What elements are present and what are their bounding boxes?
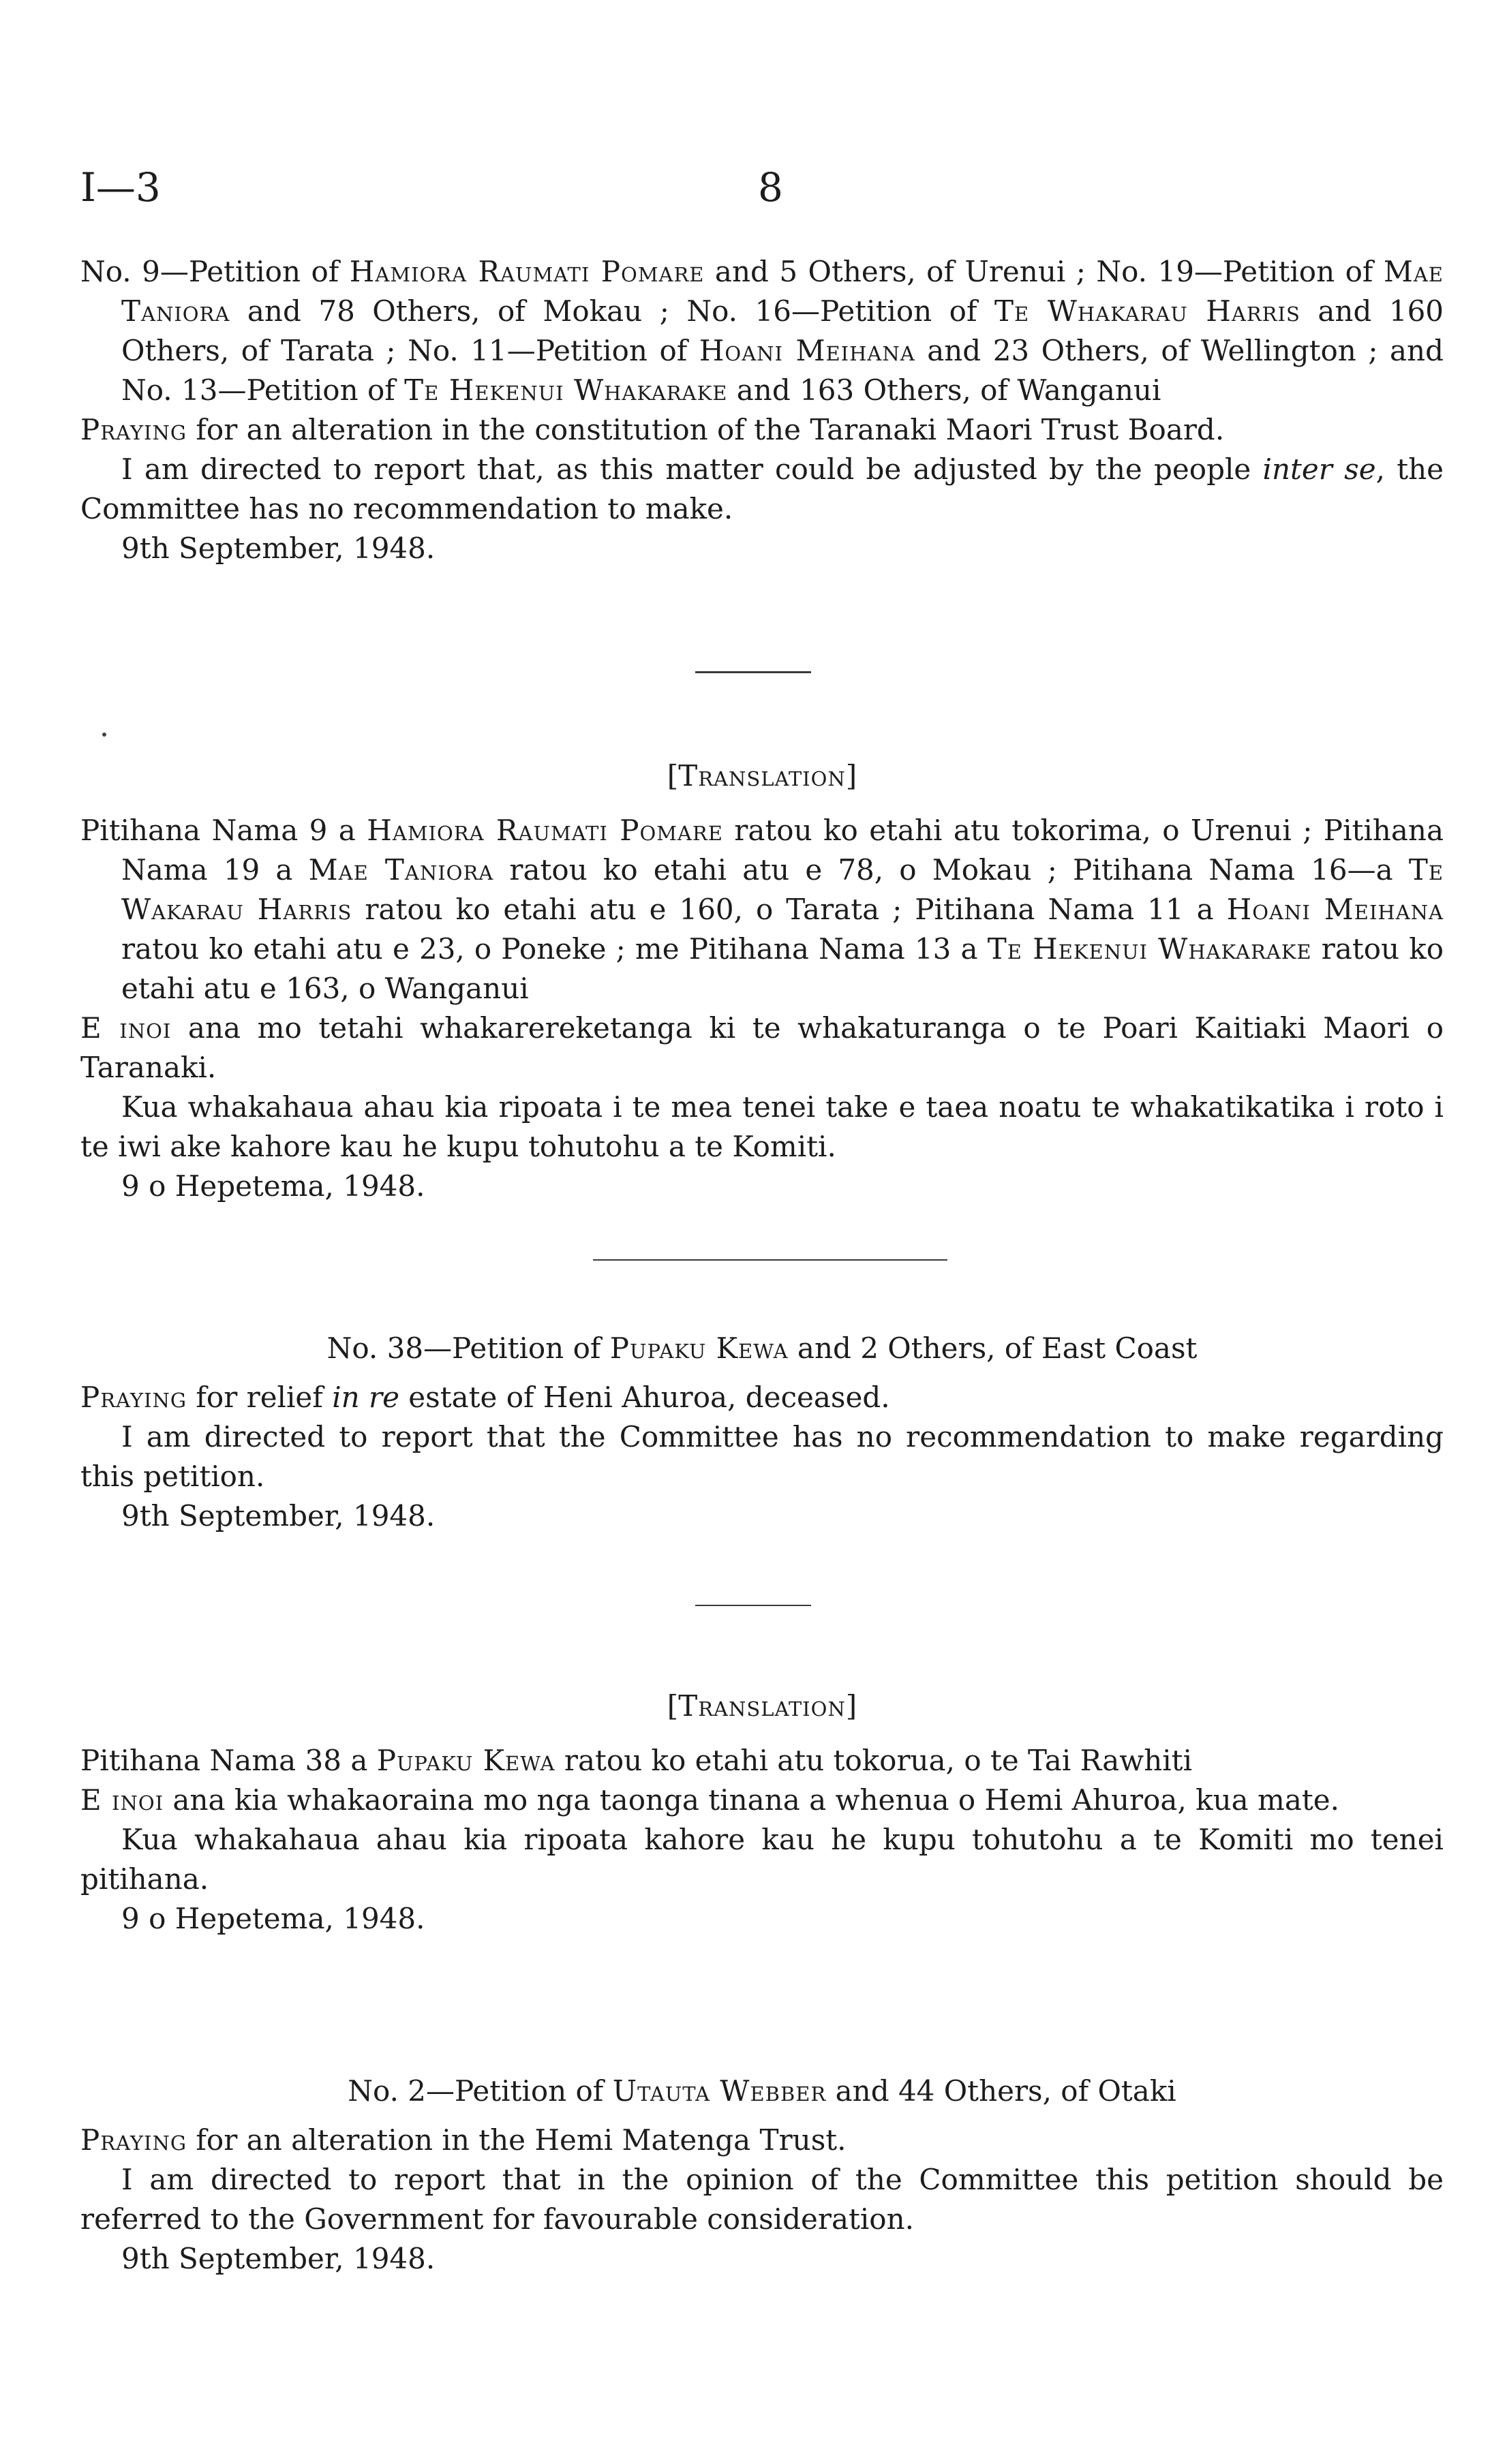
translation-date: 9 o Hepetema, 1948. [121,1169,425,1203]
praying-paragraph: Praying for relief in re estate of Heni Ahuroa, deceased. [80,1381,890,1414]
petition-section-1 [80,252,1444,568]
report-date: 9th September, 1948. [121,1499,436,1533]
petition-section-3 [80,2072,1444,2279]
section-divider [695,671,811,673]
translation-report: Kua whakahaua ahau kia ripoata kahore kau he kupu tohutohu a te Komiti mo tenei pitihana. [80,1823,1444,1896]
praying-paragraph: Praying for an alteration in the constitution of the Taranaki Maori Trust Board. [80,413,1225,446]
page-number: 8 [758,164,783,211]
petition-title: No. 9—Petition of Hamiora Raumati Pomare and 5 Others, of Urenui ; No. 19—Petition of Mae Taniora and 78 Others, of Mokau ; No. 16—Petition of Te Whakarau Harris and 160 Others, of Tarata ; No. 11—Petition of Hoani Meihana and 23 Others, of Wellington ; and No. 13—Petition of Te Hekenui Whakarake and 163 Others, of Wanganui [80,255,1444,407]
translation-report: Kua whakahaua ahau kia ripoata i te mea tenei take e taea noatu te whakatikatika i roto i te iwi ake kahore kau he kupu tohutohu a te Komiti. [80,1090,1444,1163]
translation-section-1 [80,756,1444,1206]
einoi-paragraph: E inoi ana mo tetahi whakarereketanga ki te whakaturanga o te Poari Kaitiaki Maori o Taranaki. [80,1011,1444,1084]
report-paragraph: I am directed to report that the Committee has no recommendation to make regarding this petition. [80,1420,1444,1493]
translation-section-2 [80,1687,1444,1939]
page-reference: I—3 [80,164,161,211]
petition-title: No. 2—Petition of Utauta Webber and 44 Others, of Otaki [348,2074,1176,2108]
report-date: 9th September, 1948. [121,2242,436,2275]
petition-section-2 [80,1329,1444,1536]
translation-label: [Translation] [667,1689,857,1723]
section-divider [593,1259,947,1261]
translation-date: 9 o Hepetema, 1948. [121,1902,425,1935]
translation-label: [Translation] [667,759,857,792]
translation-title: Pitihana Nama 9 a Hamiora Raumati Pomare ratou ko etahi atu tokorima, o Urenui ; Pitihana Nama 19 a Mae Taniora ratou ko etahi atu e 78, o Mokau ; Pitihana Nama 16—a Te Wakarau Harris ratou ko etahi atu e 160, o Tarata ; Pitihana Nama 11 a Hoani Meihana ratou ko etahi atu e 23, o Poneke ; me Pitihana Nama 13 a Te Hekenui Whakarake ratou ko etahi atu e 163, o Wanganui [80,814,1444,1005]
einoi-paragraph: E inoi ana kia whakaoraina mo nga taonga tinana a whenua o Hemi Ahuroa, kua mate. [80,1783,1339,1817]
petition-title: No. 38—Petition of Pupaku Kewa and 2 Others, of East Coast [326,1331,1198,1365]
report-paragraph: I am directed to report that in the opinion of the Committee this petition should be referred to the Government for favourable consideration. [80,2163,1444,2236]
translation-title: Pitihana Nama 38 a Pupaku Kewa ratou ko etahi atu tokorua, o te Tai Rawhiti [80,1744,1192,1777]
section-divider [695,1605,811,1606]
stray-mark [102,733,106,737]
praying-paragraph: Praying for an alteration in the Hemi Matenga Trust. [80,2123,847,2157]
report-date: 9th September, 1948. [121,532,436,565]
report-paragraph: I am directed to report that, as this matter could be adjusted by the people inter se, the Committee has no recommendation to make. [80,452,1444,525]
